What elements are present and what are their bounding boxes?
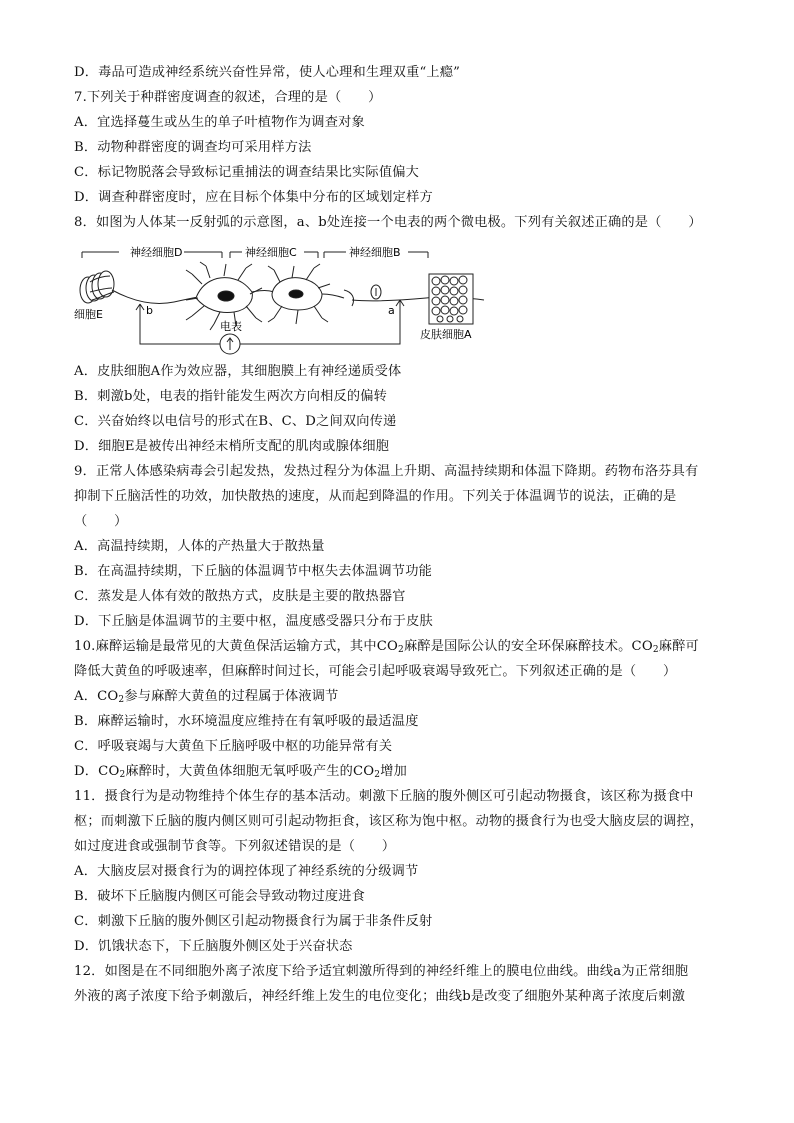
question-8-option-c: C．兴奋始终以电信号的形式在B、C、D之间双向传递 — [74, 414, 397, 429]
question-8-option-b: B．刺激b处，电表的指针能发生两次方向相反的偏转 — [74, 389, 388, 404]
skin-cell-a — [429, 274, 473, 324]
question-11-option-b: B．破坏下丘脑腹内侧区可能会导致动物过度进食 — [74, 889, 366, 904]
question-9-stem-line-3: （ ） — [74, 514, 128, 529]
label-point-b: b — [146, 304, 153, 317]
label-skin-cell-a: 皮肤细胞A — [420, 328, 472, 341]
question-11-option-c: C．刺激下丘脑的腹外侧区引起动物摄食行为属于非条件反射 — [74, 914, 433, 929]
question-10-option-d: D．$CO_2$麻醉时，大黄鱼体细胞无氧呼吸产生的$CO_2$增加 — [74, 764, 408, 780]
question-7-stem: 7.下列关于种群密度调查的叙述，合理的是（ ） — [74, 90, 382, 105]
question-11-stem-line-2: 枢；而刺激下丘脑的腹内侧区则可引起动物拒食，该区称为饱中枢。动物的摄食行为也受大脑皮层的调控， — [74, 814, 704, 829]
question-12-stem-line-1: 12．如图是在不同细胞外离子浓度下给予适宜刺激所得到的神经纤维上的膜电位曲线。曲线a为正常细胞 — [74, 964, 689, 979]
question-8-stem: 8．如图为人体某一反射弧的示意图，a、b处连接一个电表的两个微电极。下列有关叙述正确的是（ ） — [74, 215, 702, 230]
question-10-option-a: A．$CO_2$参与麻醉大黄鱼的过程属于体液调节 — [74, 689, 339, 705]
question-7-option-b: B．动物种群密度的调查均可采用样方法 — [74, 140, 312, 155]
question-10-stem-line-2: 降低大黄鱼的呼吸速率，但麻醉时间过长，可能会引起呼吸衰竭导致死亡。下列叙述正确的是（ ） — [74, 664, 677, 679]
question-9-option-c: C．蒸发是人体有效的散热方式，皮肤是主要的散热器官 — [74, 589, 406, 604]
question-10-stem-line-1: 10.麻醉运输是最常见的大黄鱼保活运输方式，其中$CO_2$麻醉是国际公认的安全环保麻醉技术。$CO_2$麻醉可 — [74, 639, 699, 655]
question-10-option-c: C．呼吸衰竭与大黄鱼下丘脑呼吸中枢的功能异常有关 — [74, 739, 393, 754]
label-neuron-d: 神经细胞D — [130, 246, 183, 259]
label-neuron-b: 神经细胞B — [349, 246, 401, 259]
question-7-option-c: C．标记物脱落会导致标记重捕法的调查结果比实际值偏大 — [74, 165, 419, 180]
question-11-stem-line-1: 11．摄食行为是动物维持个体生存的基本活动。刺激下丘脑的腹外侧区可引起动物摄食，该区称为摄食中 — [74, 789, 694, 804]
question-9-option-d: D．下丘脑是体温调节的主要中枢，温度感受器只分布于皮肤 — [74, 614, 433, 629]
label-meter: 电表 — [220, 320, 242, 333]
meter-circuit — [136, 300, 404, 354]
reflex-arc-diagram — [74, 238, 494, 356]
label-point-a: a — [388, 304, 395, 317]
question-9-stem-line-2: 抑制下丘脑活性的功效，加快散热的速度，从而起到降温的作用。下列关于体温调节的说法，正确的是 — [74, 489, 677, 504]
question-11-stem-line-3: 如过度进食或强制节食等。下列叙述错误的是（ ） — [74, 839, 396, 854]
question-6-option-d: D．毒品可造成神经系统兴奋性异常，使人心理和生理双重“上瘾” — [74, 65, 461, 80]
question-9-stem-line-1: 9．正常人体感染病毒会引起发热，发热过程分为体温上升期、高温持续期和体温下降期。药物布洛芬具有 — [74, 464, 699, 479]
question-11-option-d: D．饥饿状态下，下丘脑腹外侧区处于兴奋状态 — [74, 939, 353, 954]
question-12-stem-line-2: 外液的离子浓度下给予刺激后，神经纤维上发生的电位变化；曲线b是改变了细胞外某种离子浓度后刺激 — [74, 989, 686, 1004]
label-neuron-c: 神经细胞C — [245, 246, 297, 259]
question-8-option-a: A．皮肤细胞A作为效应器，其细胞膜上有神经递质受体 — [74, 364, 402, 379]
question-11-option-a: A．大脑皮层对摄食行为的调控体现了神经系统的分级调节 — [74, 864, 419, 879]
neuron-c — [268, 264, 330, 324]
question-9-option-b: B．在高温持续期，下丘脑的体温调节中枢失去体温调节功能 — [74, 564, 432, 579]
question-7-option-a: A．宜选择蔓生或丛生的单子叶植物作为调查对象 — [74, 115, 365, 130]
question-7-option-d: D．调查种群密度时，应在目标个体集中分布的区域划定样方 — [74, 190, 433, 205]
label-cell-e: 细胞E — [74, 308, 103, 321]
question-10-option-b: B．麻醉运输时，水环境温度应维持在有氧呼吸的最适温度 — [74, 714, 419, 729]
question-9-option-a: A．高温持续期，人体的产热量大于散热量 — [74, 539, 325, 554]
cell-e-muscle — [80, 271, 114, 303]
question-8-option-d: D．细胞E是被传出神经末梢所支配的肌肉或腺体细胞 — [74, 439, 390, 454]
